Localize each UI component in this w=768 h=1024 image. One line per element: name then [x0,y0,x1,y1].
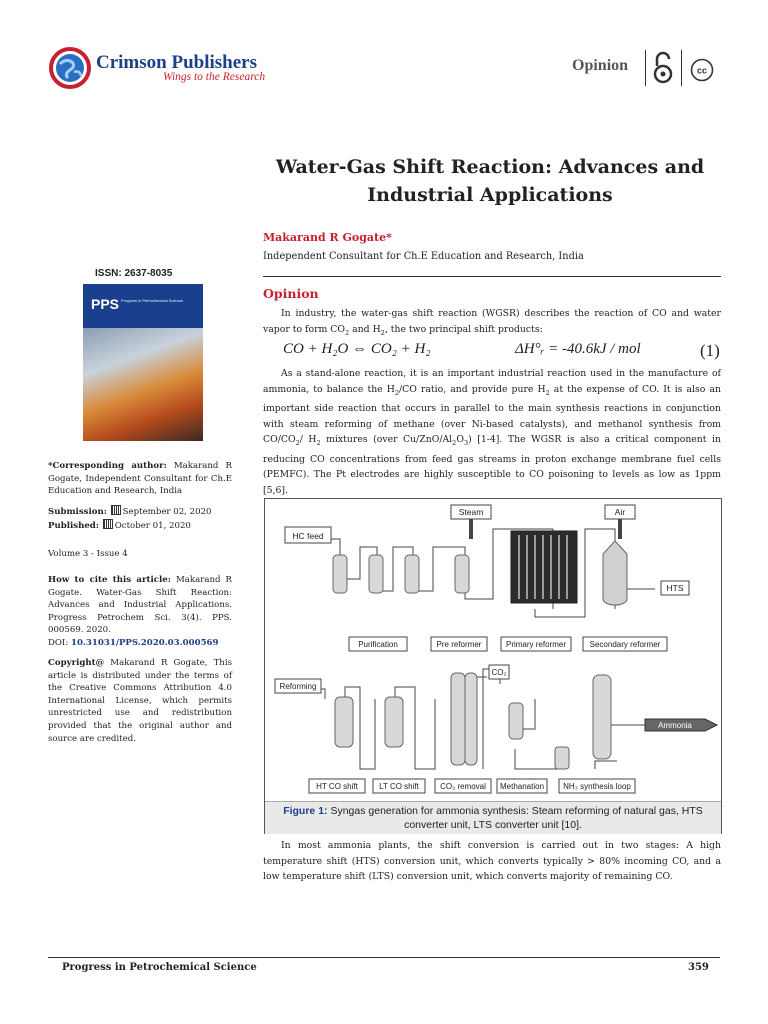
label-reforming: Reforming [279,682,317,691]
label-purification: Purification [358,640,398,649]
article-dates: Submission: September 02, 2020 Published: October 01, 2020 [48,507,212,531]
creative-commons-icon [690,58,714,82]
vessel [405,555,419,593]
equation-1 [283,341,723,363]
header-divider [645,50,646,86]
co2-column [451,673,465,765]
citation: How to cite this article: Makarand R Gogate. Water-Gas Shift Reaction: Advances and Industrial Applications. Progress Petrochem Sci. 3(4). PPS. 000569. 2020. DOI: 10.31031/PPS.2020.03.000569 [48,575,232,648]
publisher-tagline: Wings to the Research [163,71,266,83]
figure-caption-area [265,801,721,834]
svg-text:cc: cc [696,65,708,76]
label-lt-co-shift: LT CO shift [379,782,419,791]
label-co2-removal: CO₂ removal [440,782,486,791]
doi-link[interactable]: 10.31031/PPS.2020.03.000569 [70,637,219,648]
copyright-notice: Copyright@ Makarand R Gogate, This article is distributed under the terms of the Creative Commons Attribution 4.0 International License, which permits unrestricted use and redistribution provided that the original author and source are credited. [48,658,232,744]
equation-number: (1) [700,341,720,360]
issn: ISSN: 2637-8035 [95,268,173,279]
cover-photo [83,328,203,441]
label-primary-reformer: Primary reformer [505,640,567,649]
ht-shift-vessel [335,697,353,747]
calendar-icon [111,505,121,515]
label-methanation: Methanation [499,782,545,791]
equation-reaction: CO + H₂O ⇔ CO₂ + H₂ [283,341,431,357]
journal-cover[interactable] [83,284,203,441]
secondary-reformer-unit [603,541,627,605]
section-heading: Opinion [263,286,319,301]
article-type: Opinion [572,57,629,74]
label-nh3-loop: NH₃ synthesis loop [563,782,631,791]
cover-title: PPS [91,296,120,312]
lt-shift-vessel [385,697,403,747]
figure-label: Figure 1: [283,805,328,817]
open-access-icon [651,50,675,86]
methanation-vessel [509,703,523,739]
divider [263,276,721,277]
process-flow-diagram [265,499,721,799]
figure-1 [264,498,722,834]
co2-column [465,673,477,765]
article-title: Water-Gas Shift Reaction: Advances and Industrial Applications [275,156,705,206]
author-affiliation: Independent Consultant for Ch.E Education and Research, India [263,251,584,262]
globe-logo-icon [48,46,92,90]
label-hts: HTS [666,583,684,593]
label-ht-co-shift: HT CO shift [316,782,358,791]
author-name: Makarand R Gogate* [263,231,392,244]
label-pre-reformer: Pre reformer [436,640,482,649]
footer-divider [48,957,720,958]
nh3-reactor [593,675,611,759]
figure-caption [275,804,711,832]
corresponding-author: *Corresponding author: Makarand R Gogate, Independent Consultant for Ch.E Education and Research, India [48,461,232,497]
footer-journal: Progress in Petrochemical Science [62,962,257,973]
label-co2-top: CO₂ [491,668,507,677]
label-ammonia: Ammonia [658,721,692,730]
separator [555,747,569,769]
cover-subtitle: Progress in Petrochemical Science [121,298,184,303]
header-divider [681,50,682,86]
volume-issue: Volume 3 - Issue 4 [48,549,128,559]
label-secondary-reformer: Secondary reformer [589,640,661,649]
vessel [455,555,469,593]
paragraph-1: In industry, the water-gas shift reaction (WGSR) describes the reaction of CO and water vapor to form $CO_2$ and $H_2$, the two principal shift products: [263,308,721,337]
publisher-name: Crimson Publishers [96,52,257,73]
calendar-icon [103,519,113,529]
paragraph-2: As a stand-alone reaction, it is an important industrial reaction used in the manufacture of ammonia, to balance the $H_2/CO$ ratio, and provide pure $H_2$ at the expense of CO. It is also an important side reaction that occurs in parallel to the main synthesis reactions in conjunction with steam reforming of methane (over Ni-based catalysts), and methanol synthesis from $CO/CO_2/$ $H_2$ mixtures (over $Cu/ZnO/Al_2O_3$) [1-4]. The WGSR is also a critical component in reducing CO concentrations from feed gas streams in proton exchange membrane fuel cells (PEMFC). The Pt electrodes are highly susceptible to CO poisoning to levels as low as 1ppm [5,6]. [263,368,721,496]
label-air: Air [614,507,626,517]
page-number: 359 [688,962,709,973]
equation-enthalpy: ΔH°ᵣ = -40.6kJ / mol [515,341,641,357]
vessel [333,555,347,593]
label-steam: Steam [458,507,484,517]
paragraph-3: In most ammonia plants, the shift conversion is carried out in two stages: A high temperature shift (HTS) conversion unit, which converts typically > 80% incoming CO, and a low temperature shift (LTS) conversion unit, which converts majority of remaining CO. [263,840,721,883]
figure-caption-text: Syngas generation for ammonia synthesis: Steam reforming of natural gas, HTS converter unit, LTS converter unit [10]. [330,805,703,831]
label-hc-feed: HC feed [292,531,324,541]
vessel [369,555,383,593]
